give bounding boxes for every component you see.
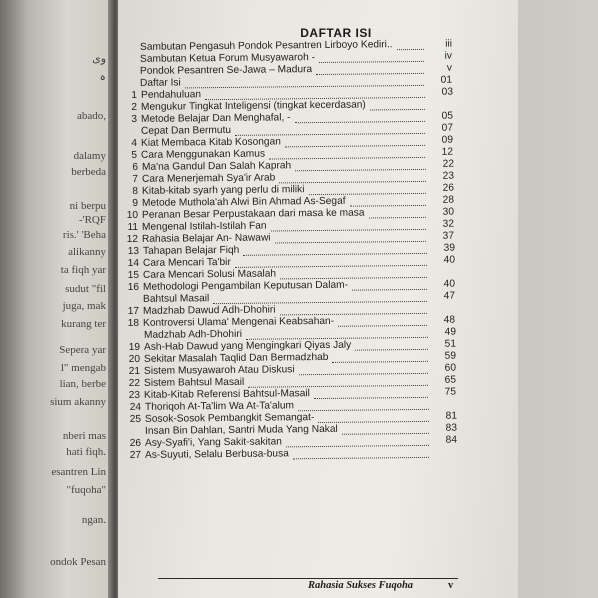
toc-entry-page: 12 (441, 146, 454, 158)
toc-entry-number: 23 (128, 389, 141, 402)
toc-entry-title: Kitab-Kitab Referensi Bahtsul-Masail (144, 388, 311, 401)
toc-entry-page: 40 (443, 254, 455, 266)
toc-entry-page: 37 (442, 230, 455, 242)
facing-page-text: ہ (99, 71, 106, 83)
toc-entry-number: 11 (127, 221, 139, 234)
toc-entry-title: Pendahuluan (140, 89, 201, 101)
toc-entry-title: Metode Muthola'ah Alwi Bin Ahmad As-Segaf (141, 195, 346, 209)
toc-page (118, 0, 518, 598)
toc-entry-number: 25 (129, 413, 141, 426)
toc-entry-title: Sambutan Pengasuh Pondok Pesantren Lirboyo Kediri.. (139, 39, 393, 53)
facing-page-text: Sepera yar (59, 344, 106, 356)
toc-entry-page: 05 (441, 110, 453, 122)
toc-entry-page: 59 (444, 350, 456, 362)
toc-entry-number: 8 (132, 185, 138, 197)
toc-leader-dots (397, 48, 424, 50)
toc-entry-title: Madzhab Dawud Adh-Dhohiri (143, 304, 276, 317)
toc-entry-title: Cara Mencari Solusi Masalah (142, 268, 276, 281)
toc-entry-number: 21 (128, 365, 141, 378)
facing-page-text: ris.' 'Beha (62, 229, 106, 241)
toc-entry-title: Tahapan Belajar Fiqh (142, 244, 239, 257)
toc-entry-title: Insan Bin Dahlan, Santri Muda Yang Nakal (144, 423, 338, 437)
toc-entry-title: Mengukur Tingkat Inteligensi (tingkat kecerdasan) (140, 99, 366, 113)
facing-page-text: وی (92, 53, 106, 65)
toc-list (118, 40, 518, 460)
toc-entry-title: Sekitar Masalah Taqlid Dan Bermadzhab (143, 351, 329, 365)
facing-page-text: esantren Lin (51, 466, 106, 478)
toc-entry-page: 47 (443, 290, 456, 302)
toc-entry-title: Metode Belajar Dan Menghafal, - (140, 112, 291, 125)
toc-entry-number: 5 (131, 149, 138, 161)
toc-entry-title: As-Suyuti, Selalu Berbusa-busa (145, 448, 289, 461)
facing-page-text: sudut "fil (65, 283, 106, 295)
facing-page-text: ni berpu (69, 200, 106, 212)
page-title: DAFTAR ISI (300, 26, 372, 40)
toc-entry-page: iii (445, 38, 453, 50)
toc-entry-title: Daftar Isi (140, 77, 182, 89)
facing-page-text: hati fiqh. (66, 446, 106, 458)
toc-entry-title: Sambutan Ketua Forum Musyawaroh - (140, 52, 316, 65)
toc-entry-page: 01 (441, 74, 453, 86)
page-number: v (448, 580, 454, 591)
facing-page-text: kurang ter (61, 318, 106, 330)
toc-entry-number: 14 (127, 257, 139, 270)
toc-entry-number: 15 (127, 269, 139, 282)
toc-entry-page: 51 (444, 338, 456, 350)
toc-entry-number: 18 (128, 317, 140, 330)
toc-entry-page: 28 (442, 194, 454, 206)
facing-page-text: abado, (76, 110, 106, 122)
toc-entry-number: 13 (127, 245, 139, 258)
toc-entry-page: iv (444, 50, 453, 62)
toc-entry-title: Pondok Pesantren Se-Jawa – Madura (140, 64, 313, 77)
toc-entry-page: 26 (442, 182, 454, 194)
toc-entry-title: Cara Mencari Ta'bir (142, 256, 231, 269)
page-footer (158, 578, 458, 593)
toc-entry-title: Sosok-Sosok Pembangkit Semangat- (144, 412, 315, 425)
toc-entry-number: 9 (132, 197, 138, 209)
toc-entry-number: 27 (129, 449, 142, 462)
toc-entry-title: Thoriqoh At-Ta'lim Wa At-Ta'alum (144, 400, 294, 413)
facing-page-text: berbeda (71, 166, 106, 178)
toc-entry-page: 03 (441, 86, 453, 98)
toc-entry-page: 40 (443, 278, 456, 290)
toc-entry-page: 32 (442, 218, 455, 230)
toc-entry-number: 16 (127, 281, 140, 294)
toc-entry-page: 83 (445, 422, 457, 434)
toc-entry-page: 30 (442, 206, 455, 218)
toc-entry-page: 39 (443, 242, 455, 254)
toc-entry-number: 17 (127, 305, 140, 318)
toc-entry-title: Rahasia Belajar An- Nawawi (142, 232, 271, 245)
facing-page-text: "fuqoha" (66, 484, 106, 496)
toc-entry-number: 24 (129, 401, 141, 414)
toc-entry-number: 19 (128, 341, 140, 354)
running-title: Rahasia Sukses Fuqoha (308, 580, 414, 591)
toc-entry-page: 22 (442, 158, 454, 170)
facing-page-text: lian, berbe (59, 378, 106, 390)
toc-entry-number: 12 (126, 233, 139, 246)
toc-entry-title: Ma'na Gandul Dan Salah Kaprah (141, 160, 291, 173)
toc-entry-number: 2 (131, 101, 137, 113)
toc-entry-title: Sistem Musyawaroh Atau Diskusi (143, 364, 295, 377)
toc-entry-page: v (447, 62, 453, 74)
toc-entry-title: Madzhab Adh-Dhohiri (143, 328, 242, 341)
toc-entry-page: 75 (444, 386, 457, 398)
toc-entry-number: 10 (126, 209, 139, 222)
toc-entry-title: Cara Menggunakan Kamus (141, 148, 266, 161)
toc-entry-number: 4 (131, 137, 138, 149)
toc-entry-title: Peranan Besar Perpustakaan dari masa ke masa (142, 207, 365, 221)
toc-entry-page: 65 (444, 374, 457, 386)
toc-entry-page: 81 (445, 410, 457, 422)
toc-entry-page: 48 (444, 314, 456, 326)
toc-entry-title: Kitab-kitab syarh yang perlu di miliki (141, 184, 305, 197)
toc-entry-title: Kontroversi Ulama' Mengenai Keabsahan- (143, 315, 335, 329)
facing-page-text: juga, mak (62, 300, 106, 312)
toc-entry-number: 26 (129, 437, 141, 450)
toc-entry-title: Kiat Membaca Kitab Kosongan (141, 136, 282, 149)
toc-entry-number: 6 (131, 161, 138, 173)
facing-page-text: nberi mas (62, 430, 106, 442)
toc-entry-title: Ash-Hab Dawud yang Mengingkari Qiyas Jaly (143, 339, 352, 353)
toc-entry-page: 23 (442, 170, 454, 182)
toc-entry-page: 60 (444, 362, 457, 374)
toc-entry-title: Mengenal Istilah-Istilah Fan (142, 220, 267, 233)
toc-entry-page: 49 (444, 326, 456, 338)
toc-entry-title: Cepat Dan Bermutu (140, 124, 232, 137)
toc-entry-title: Asy-Syafi'i, Yang Sakit-sakitan (144, 436, 282, 449)
toc-entry-title: Methodologi Pengambilan Keputusan Dalam- (142, 279, 349, 293)
toc-entry-number: 22 (128, 377, 141, 390)
toc-entry-number: 3 (131, 113, 137, 125)
toc-entry-title: Cara Menerjemah Sya'ir Arab (141, 172, 276, 185)
toc-leader-dots (293, 456, 429, 459)
toc-entry-page: 84 (445, 434, 457, 446)
facing-page-text: l" mengab (60, 362, 106, 374)
toc-entry-number: 7 (131, 173, 138, 185)
facing-page-text: ngan. (81, 514, 106, 526)
facing-page (0, 0, 112, 598)
page-edge (518, 0, 598, 598)
facing-page-text: dalamy (73, 150, 106, 162)
facing-page-text: ondok Pesan (50, 556, 106, 568)
toc-entry-title: Bahtsul Masail (143, 293, 210, 305)
facing-page-text: sium akanny (50, 396, 106, 408)
facing-page-text: -'RQF (78, 214, 106, 226)
toc-entry-title: Sistem Bahtsul Masail (144, 376, 245, 389)
toc-entry-page: 07 (441, 122, 454, 134)
toc-entry-page: 09 (441, 134, 454, 146)
toc-entry-number: 20 (128, 353, 140, 366)
facing-page-text: ta fiqh yar (60, 264, 106, 276)
toc-entry-number: 1 (130, 89, 137, 101)
facing-page-text: alikanny (68, 246, 106, 258)
